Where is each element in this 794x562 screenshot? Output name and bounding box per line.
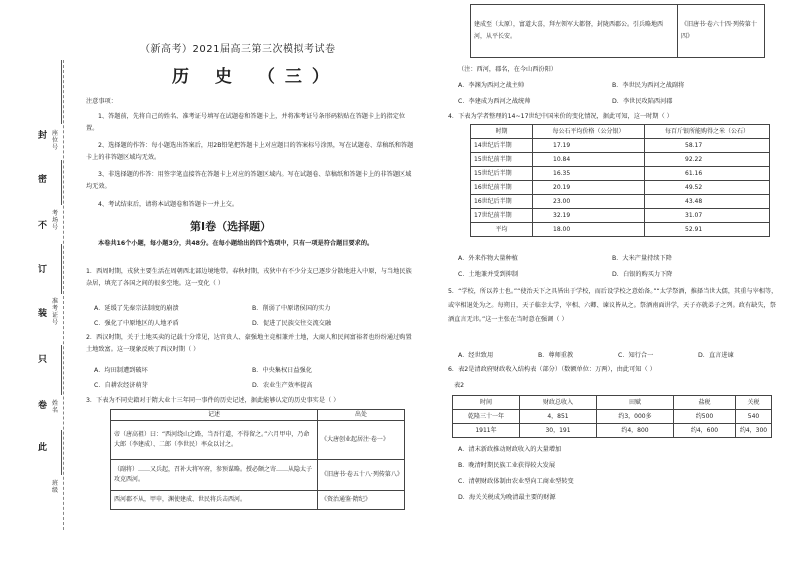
notice-item-1: 1、答题前，先将自己的姓名、准考证号填写在试题卷和答题卡上，并将准考证号条形码粘贴在答题卡上的指定位置。 [86,113,406,132]
table-row [471,209,770,223]
field-blank-class[interactable] [61,430,62,475]
seal-char: 不 [38,221,48,231]
table-cell: 61.16 [645,167,770,181]
q2-option-a[interactable]: A．均田制遭到破坏 [94,367,148,374]
table-cell: 92.22 [645,153,770,167]
table-cell: 约4，800 [597,424,674,438]
table-header: 盐税 [674,396,736,410]
table-cell: 约500 [674,410,736,424]
table-row [471,139,770,153]
table-cell: 30，191 [520,424,597,438]
table-cell: 乾隆三十一年 [453,410,520,424]
q6-table-label: 表2 [454,382,465,389]
field-label-name: 姓名 [52,400,59,414]
notice-item-4: 4、考试结束后，请将本试题卷和答题卡一并上交。 [98,201,239,208]
q3-option-c[interactable]: C．李建成为西河之战统帅 [458,98,531,105]
q6-option-c[interactable]: C．清朝财政体制由农业型向工商业型转变 [458,478,574,485]
notice-heading: 注意事项： [86,98,117,105]
q3-table [110,409,405,510]
table-cell: 49.52 [645,181,770,195]
q4-option-c[interactable]: C．土地兼并受到抑制 [458,271,519,278]
table-cell: 平均 [471,223,533,237]
field-blank-room[interactable] [61,160,62,205]
table-header: 每百斤银所能购得之米（公石） [645,125,770,139]
table-header: 财政总收入 [520,396,597,410]
table-row [111,460,405,491]
q2-option-c[interactable]: C．自耕农经济萌芽 [94,382,148,389]
table-row [111,491,405,510]
table-row [471,167,770,181]
table-cell: 14世纪后半期 [471,139,533,153]
seal-char: 卷 [38,401,48,411]
q4-option-b[interactable]: B．大米产量持续下降 [612,255,672,262]
seal-char: 只 [38,355,48,365]
table-row [471,195,770,209]
q2-option-d[interactable]: D．农业生产效率提高 [252,382,313,389]
table-cell: 约3，000多 [597,410,674,424]
q3-stem: 3．下表为不同史籍对于隋大业十三年同一事件的历史记述，据此能够认定的历史事实是（ ） [86,397,340,404]
table-header: 出处 [318,410,405,421]
table-row [471,153,770,167]
subject-title: 历 史 （三） [172,67,339,87]
section-title: 第Ⅰ卷（选择题） [190,220,272,233]
table-cell: 西河郡不从，甲申，渊使建成、世民将兵击西河。 [111,491,318,510]
field-blank-name[interactable] [61,345,62,395]
table-cell: 10.84 [533,153,645,167]
table-cell: 52.91 [645,223,770,237]
table-row [453,410,772,424]
q4-stem: 4．下表为学者整理的14~17世纪中国米价的变化情况，据此可知，这一时期（ ） [448,113,673,120]
q5-option-d[interactable]: D．直言进谏 [698,352,734,359]
table-cell: （副将）……又兵起，召补大将军府，参预谋略。授必颇之寄……从隐太子攻克西河。 [111,460,318,491]
table-cell: 《大唐创业起居注·卷一》 [318,421,405,460]
q5-stem: 5．“学校，所以养士也。”“使治天下之具皆出于学校，而后设学校之意始备。”“太学祭酒，推择当世大儒，其重与宰相等，或宰相退处为之。每朔日，天子临幸太学，宰相、六卿、谏议皆从之。祭酒南面讲学，天子亦就弟子之列。政有缺失，祭酒直言无讳。”这一主张在当时意在强调（ ） [448,288,778,323]
q2-option-b[interactable]: B．中央集权日益强化 [252,367,312,374]
q6-stem: 6．表2是清政府财政收入结构表（部分）（数额单位：万两），由此可知（ ） [448,366,656,373]
table-cell: 23.00 [533,195,645,209]
q3-option-a[interactable]: A．李渊为西河之战主帅 [458,82,525,89]
table-cell: 帝（唐高祖）曰：“西河绕山之路，当吾行道，不得留之。”六月甲申，乃命大郎（李建成）、二郎（李世民）率众以讨之。 [111,421,318,460]
field-label-admission: 准考证号 [52,298,59,326]
notice-item-2: 2、选择题的作答：每小题选出答案后，用2B铅笔把答题卡上对应题目的答案标号涂黑，写在试题卷、草稿纸和答题卡上的非答题区域均无效。 [86,142,414,161]
q3-note: （注：西河，郡名，在今山西汾阳） [458,66,557,73]
q1-stem: 1．西周时期，戎狄主要生活在周朝西北部边境地带。春秋时期，戎狄中有不少分支已逐步分散地进入中原，与当地民族杂居，填充了各国之间的很多空地。这一变化（ ） [86,268,412,287]
field-label-seat: 座位号 [52,130,59,151]
q4-option-d[interactable]: D．白银的购买力下降 [612,271,673,278]
table-cell: 43.48 [645,195,770,209]
table-cell: 20.19 [533,181,645,195]
q6-option-b[interactable]: B．晚清时期民族工业获得较大发展 [458,462,556,469]
table-cell: 17.19 [533,139,645,153]
table-header: 时期 [471,125,533,139]
table-header: 时间 [453,396,520,410]
q3-option-b[interactable]: B．李世民为西河之战副将 [612,82,685,89]
field-label-room: 考场号 [52,210,59,231]
q6-table [452,395,772,438]
table-row [471,181,770,195]
table-header-row [453,396,772,410]
q3-option-d[interactable]: D．李世民攻陷西河郡 [612,98,673,105]
q2-stem: 2．西汉时期，关于土地买卖的记载十分常见，达官贵人、豪强地主竞相兼并土地，大商人和民间富裕者也纷纷通过购置土地致富。这一现象反映了西汉时期（ ） [86,334,412,353]
table-cell: 16.35 [533,167,645,181]
q1-option-a[interactable]: A．延缓了先秦宗法制度的崩溃 [94,305,179,312]
q1-option-b[interactable]: B．削弱了中原诸侯国的实力 [252,305,331,312]
table-cell: 约4，600 [674,424,736,438]
field-blank-seat[interactable] [61,60,62,124]
table-header-row [111,410,405,421]
binding-dashed-line [63,60,64,530]
seal-char: 此 [38,443,48,453]
q5-option-c[interactable]: C．知行合一 [618,352,654,359]
table-row [453,424,772,438]
table-header: 记述 [111,410,318,421]
table-cell: 约4，300 [736,424,772,438]
field-blank-admission[interactable] [61,244,62,294]
table-header: 每公石平均价格（公分银） [533,125,645,139]
table-cell: 32.19 [533,209,645,223]
table-row [471,5,765,58]
table-cell: 540 [736,410,772,424]
table-cell: 16世纪前半期 [471,181,533,195]
q4-option-a[interactable]: A．外来作物大量种植 [458,255,518,262]
table-row [111,421,405,460]
table-row [471,223,770,237]
table-cell: 16世纪后半期 [471,195,533,209]
q5-option-b[interactable]: B．尊师重教 [538,352,574,359]
table-cell: 1911年 [453,424,520,438]
table-cell: 18.00 [533,223,645,237]
field-label-class: 班级 [52,480,59,494]
exam-title: （新高考）2021届高三第三次模拟考试卷 [140,44,336,55]
table-cell: 《旧唐书·卷五十八·列传第八》 [318,460,405,491]
table-cell: 《资治通鉴·隋纪》 [318,491,405,510]
seal-char: 密 [38,175,48,185]
table-cell: 建成至（太原），富道大喜，拜左领军大都督，封陇西郡公。引兵略地西河，从平长安。 [471,5,678,58]
table-header-row [471,125,770,139]
table-cell: 58.17 [645,139,770,153]
seal-char: 封 [38,131,48,141]
table-cell: 31.07 [645,209,770,223]
q4-table [470,124,770,237]
table-cell: 17世纪前半期 [471,209,533,223]
table-cell: 15世纪前半期 [471,153,533,167]
table-cell: 《旧唐书·卷六十四·列传第十四》 [678,5,765,58]
seal-char: 装 [38,309,48,319]
seal-char: 订 [38,265,48,275]
q1-option-c[interactable]: C．强化了中原地区的人地矛盾 [94,320,179,327]
table-cell: 4，851 [520,410,597,424]
q5-option-a[interactable]: A．经世致用 [458,352,494,359]
section-intro: 本卷共16个小题，每小题3分，共48分。在每小题给出的四个选项中，只有一项是符合题目要求的。 [98,240,374,247]
table-header: 田赋 [597,396,674,410]
notice-item-3: 3、非选择题的作答：用签字笔直接答在答题卡上对应的答题区域内。写在试题卷、草稿纸和答题卡上的非答题区域均无效。 [86,171,412,190]
q1-option-d[interactable]: D．促进了民族交往交流交融 [252,320,332,327]
table-cell: 15世纪后半期 [471,167,533,181]
q6-option-a[interactable]: A．清末新政推动财政收入的大量增加 [458,446,562,453]
q6-option-d[interactable]: D．海关关税成为晚清最主要的财源 [458,494,556,501]
table-header: 关税 [736,396,772,410]
q3-table-continued [470,4,765,58]
